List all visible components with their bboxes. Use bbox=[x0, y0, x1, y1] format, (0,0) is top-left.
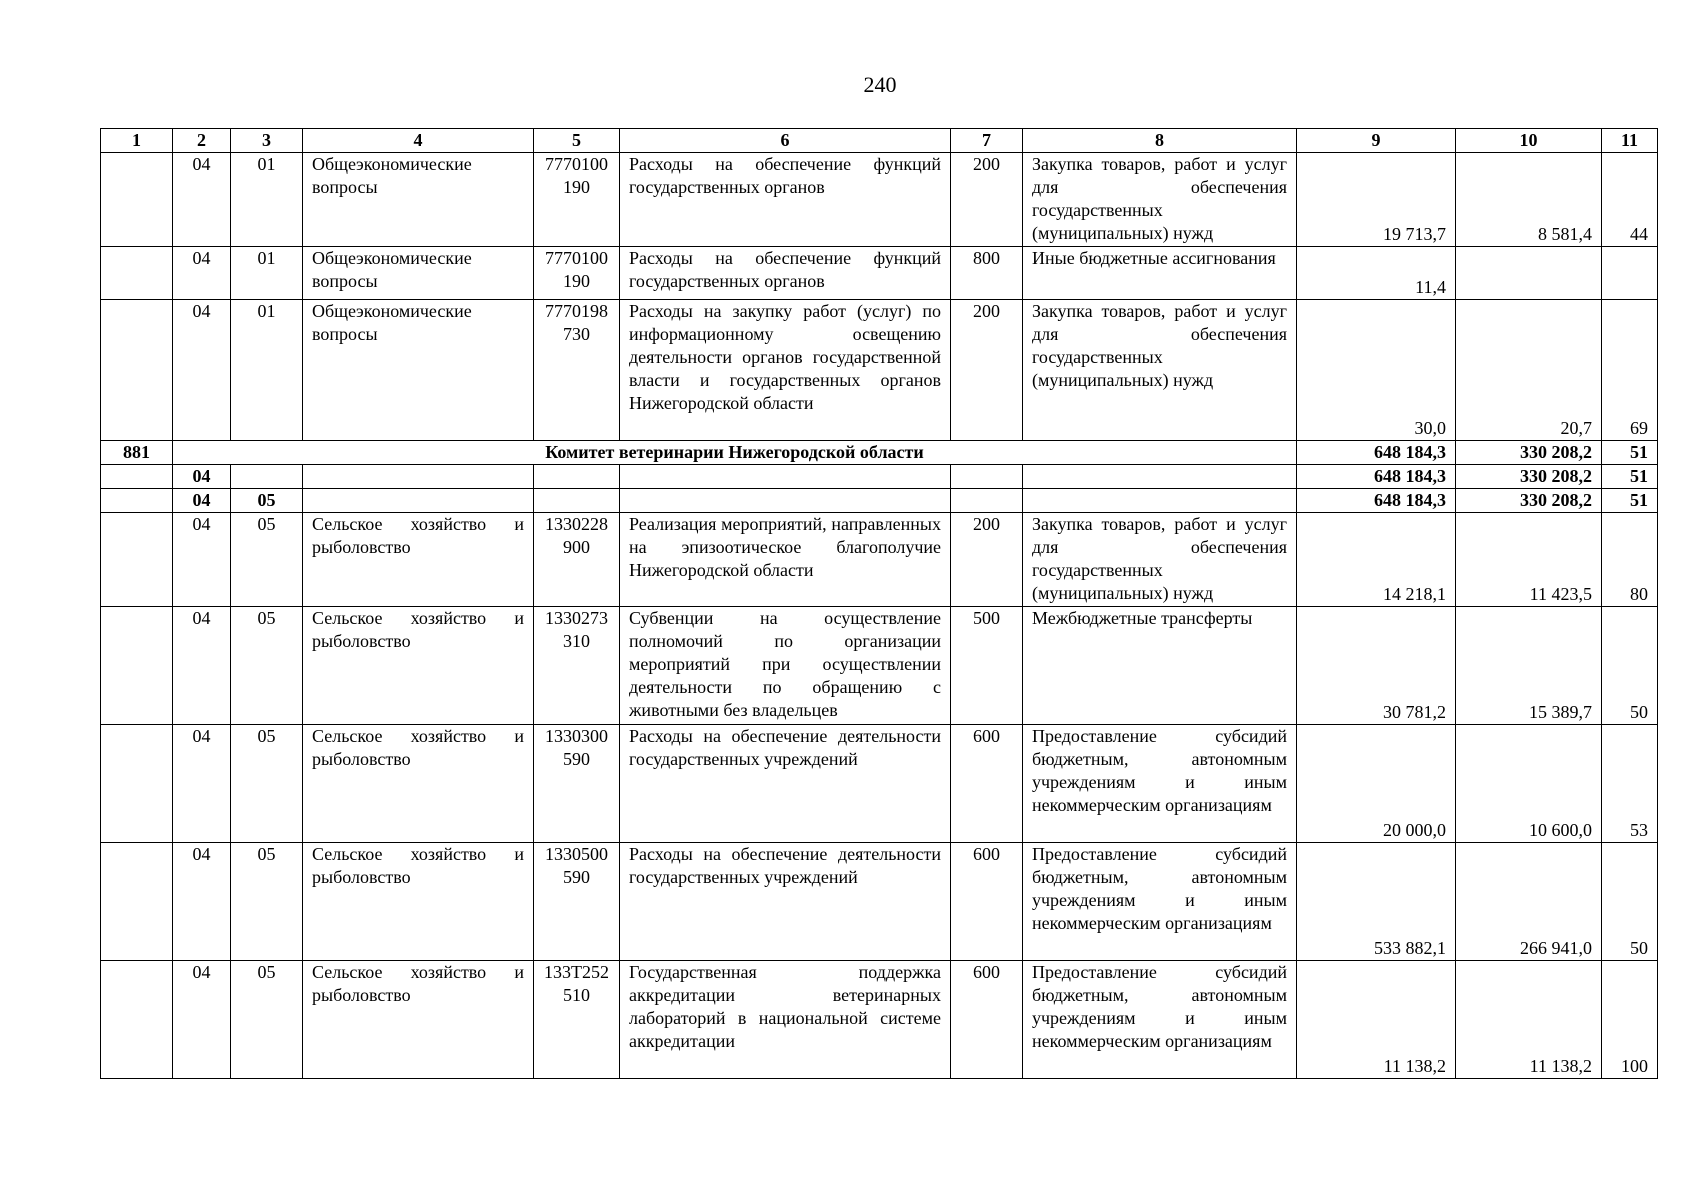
table-row bbox=[101, 153, 1658, 247]
section-cell: 04 bbox=[173, 489, 231, 513]
column-header: 2 bbox=[173, 129, 231, 153]
empty-cell bbox=[534, 489, 620, 513]
target-article-cell: 1330273310 bbox=[534, 607, 620, 725]
committee-percent: 51 bbox=[1602, 441, 1658, 465]
planned-amount-cell: 30 781,2 bbox=[1297, 607, 1456, 725]
column-header: 3 bbox=[231, 129, 303, 153]
expense-type-cell: 600 bbox=[951, 725, 1023, 843]
subsection-name-cell: Сельское хозяйство и рыболовство bbox=[303, 843, 534, 961]
subsection-cell: 05 bbox=[231, 843, 303, 961]
section-cell: 04 bbox=[173, 513, 231, 607]
subsection-cell: 05 bbox=[231, 513, 303, 607]
percent-cell: 51 bbox=[1602, 489, 1658, 513]
article-name-cell: Государственная поддержка аккредитации ветеринарных лабораторий в национальной системе аккредитации bbox=[620, 961, 951, 1079]
subsection-cell: 01 bbox=[231, 153, 303, 247]
admin-code-cell bbox=[101, 725, 173, 843]
article-name-cell: Расходы на обеспечение функций государственных органов bbox=[620, 153, 951, 247]
committee-name: Комитет ветеринарии Нижегородской области bbox=[173, 441, 1297, 465]
subsection-name-cell: Сельское хозяйство и рыболовство bbox=[303, 961, 534, 1079]
table-row bbox=[101, 607, 1658, 725]
subsection-cell: 05 bbox=[231, 961, 303, 1079]
admin-code-cell bbox=[101, 300, 173, 441]
expense-type-cell: 600 bbox=[951, 961, 1023, 1079]
expense-type-cell: 200 bbox=[951, 153, 1023, 247]
percent-cell: 50 bbox=[1602, 843, 1658, 961]
target-article-cell: 133T252510 bbox=[534, 961, 620, 1079]
planned-amount-cell: 648 184,3 bbox=[1297, 489, 1456, 513]
expense-type-name-cell: Закупка товаров, работ и услуг для обеспечения государственных (муниципальных) нужд bbox=[1023, 513, 1297, 607]
subtotal-row bbox=[101, 465, 1658, 489]
committee-row bbox=[101, 441, 1658, 465]
table-row bbox=[101, 247, 1658, 300]
section-cell: 04 bbox=[173, 465, 231, 489]
committee-executed: 330 208,2 bbox=[1456, 441, 1602, 465]
expense-type-name-cell: Предоставление субсидий бюджетным, автономным учреждениям и иным некоммерческим организациям bbox=[1023, 725, 1297, 843]
planned-amount-cell: 30,0 bbox=[1297, 300, 1456, 441]
section-cell: 04 bbox=[173, 300, 231, 441]
subsection-name-cell: Сельское хозяйство и рыболовство bbox=[303, 607, 534, 725]
column-header: 6 bbox=[620, 129, 951, 153]
column-header: 9 bbox=[1297, 129, 1456, 153]
admin-code-cell bbox=[101, 607, 173, 725]
expense-type-name-cell: Закупка товаров, работ и услуг для обеспечения государственных (муниципальных) нужд bbox=[1023, 153, 1297, 247]
target-article-cell: 1330500590 bbox=[534, 843, 620, 961]
percent-cell: 100 bbox=[1602, 961, 1658, 1079]
percent-cell: 80 bbox=[1602, 513, 1658, 607]
executed-amount-cell: 330 208,2 bbox=[1456, 489, 1602, 513]
admin-code-cell bbox=[101, 489, 173, 513]
planned-amount-cell: 19 713,7 bbox=[1297, 153, 1456, 247]
expense-type-cell: 200 bbox=[951, 300, 1023, 441]
subsection-cell: 01 bbox=[231, 247, 303, 300]
spacer-cells bbox=[231, 465, 1297, 489]
subsection-cell: 05 bbox=[231, 725, 303, 843]
admin-code-cell bbox=[101, 843, 173, 961]
executed-amount-cell: 10 600,0 bbox=[1456, 725, 1602, 843]
target-article-cell: 7770100190 bbox=[534, 247, 620, 300]
expense-type-cell: 200 bbox=[951, 513, 1023, 607]
percent-cell: 44 bbox=[1602, 153, 1658, 247]
expense-type-name-cell: Межбюджетные трансферты bbox=[1023, 607, 1297, 725]
expense-type-cell: 600 bbox=[951, 843, 1023, 961]
planned-amount-cell: 20 000,0 bbox=[1297, 725, 1456, 843]
executed-amount-cell: 8 581,4 bbox=[1456, 153, 1602, 247]
expense-type-name-cell: Иные бюджетные ассигнования bbox=[1023, 247, 1297, 300]
subsection-name-cell: Сельское хозяйство и рыболовство bbox=[303, 513, 534, 607]
table-row bbox=[101, 513, 1658, 607]
article-name-cell: Субвенции на осуществление полномочий по организации мероприятий при осуществлении деятельности по обращению с животными без владельцев bbox=[620, 607, 951, 725]
page-number: 240 bbox=[863, 72, 897, 97]
table-row bbox=[101, 961, 1658, 1079]
percent-cell: 69 bbox=[1602, 300, 1658, 441]
section-cell: 04 bbox=[173, 607, 231, 725]
subsection-name-cell: Общеэкономические вопросы bbox=[303, 247, 534, 300]
column-header: 10 bbox=[1456, 129, 1602, 153]
table-row bbox=[101, 843, 1658, 961]
article-name-cell: Расходы на обеспечение деятельности государственных учреждений bbox=[620, 843, 951, 961]
section-cell: 04 bbox=[173, 961, 231, 1079]
subsection-cell: 01 bbox=[231, 300, 303, 441]
target-article-cell: 7770100190 bbox=[534, 153, 620, 247]
admin-code-cell bbox=[101, 153, 173, 247]
column-header: 4 bbox=[303, 129, 534, 153]
percent-cell: 51 bbox=[1602, 465, 1658, 489]
target-article-cell: 7770198730 bbox=[534, 300, 620, 441]
subsection-cell: 05 bbox=[231, 489, 303, 513]
column-header: 11 bbox=[1602, 129, 1658, 153]
empty-cell bbox=[620, 489, 951, 513]
planned-amount-cell: 648 184,3 bbox=[1297, 465, 1456, 489]
column-header: 7 bbox=[951, 129, 1023, 153]
executed-amount-cell: 20,7 bbox=[1456, 300, 1602, 441]
empty-cell bbox=[303, 489, 534, 513]
percent-cell: 53 bbox=[1602, 725, 1658, 843]
article-name-cell: Расходы на обеспечение деятельности государственных учреждений bbox=[620, 725, 951, 843]
empty-cell bbox=[951, 489, 1023, 513]
target-article-cell: 1330228900 bbox=[534, 513, 620, 607]
planned-amount-cell: 533 882,1 bbox=[1297, 843, 1456, 961]
article-name-cell: Расходы на обеспечение функций государственных органов bbox=[620, 247, 951, 300]
executed-amount-cell: 11 423,5 bbox=[1456, 513, 1602, 607]
planned-amount-cell: 11,4 bbox=[1297, 247, 1456, 300]
empty-cell bbox=[1023, 489, 1297, 513]
expense-type-cell: 800 bbox=[951, 247, 1023, 300]
executed-amount-cell: 330 208,2 bbox=[1456, 465, 1602, 489]
admin-code-cell bbox=[101, 465, 173, 489]
percent-cell bbox=[1602, 247, 1658, 300]
expense-type-name-cell: Предоставление субсидий бюджетным, автономным учреждениям и иным некоммерческим организациям bbox=[1023, 961, 1297, 1079]
executed-amount-cell: 15 389,7 bbox=[1456, 607, 1602, 725]
section-cell: 04 bbox=[173, 153, 231, 247]
executed-amount-cell bbox=[1456, 247, 1602, 300]
subsection-name-cell: Сельское хозяйство и рыболовство bbox=[303, 725, 534, 843]
percent-cell: 50 bbox=[1602, 607, 1658, 725]
column-header: 5 bbox=[534, 129, 620, 153]
subsection-name-cell: Общеэкономические вопросы bbox=[303, 300, 534, 441]
table-row bbox=[101, 300, 1658, 441]
admin-code-cell bbox=[101, 961, 173, 1079]
expense-type-name-cell: Предоставление субсидий бюджетным, автономным учреждениям и иным некоммерческим организациям bbox=[1023, 843, 1297, 961]
column-header: 8 bbox=[1023, 129, 1297, 153]
budget-table bbox=[100, 128, 1658, 1079]
article-name-cell: Реализация мероприятий, направленных на эпизоотическое благополучие Нижегородской области bbox=[620, 513, 951, 607]
executed-amount-cell: 266 941,0 bbox=[1456, 843, 1602, 961]
admin-code-cell bbox=[101, 513, 173, 607]
table-row bbox=[101, 725, 1658, 843]
header-row bbox=[101, 129, 1658, 153]
committee-planned: 648 184,3 bbox=[1297, 441, 1456, 465]
committee-code: 881 bbox=[101, 441, 173, 465]
subsection-name-cell: Общеэкономические вопросы bbox=[303, 153, 534, 247]
subsection-cell: 05 bbox=[231, 607, 303, 725]
section-cell: 04 bbox=[173, 247, 231, 300]
section-cell: 04 bbox=[173, 725, 231, 843]
section-cell: 04 bbox=[173, 843, 231, 961]
planned-amount-cell: 14 218,1 bbox=[1297, 513, 1456, 607]
admin-code-cell bbox=[101, 247, 173, 300]
expense-type-name-cell: Закупка товаров, работ и услуг для обеспечения государственных (муниципальных) нужд bbox=[1023, 300, 1297, 441]
planned-amount-cell: 11 138,2 bbox=[1297, 961, 1456, 1079]
target-article-cell: 1330300590 bbox=[534, 725, 620, 843]
executed-amount-cell: 11 138,2 bbox=[1456, 961, 1602, 1079]
article-name-cell: Расходы на закупку работ (услуг) по информационному освещению деятельности органов государственной власти и государственных органов Нижегородской области bbox=[620, 300, 951, 441]
column-header: 1 bbox=[101, 129, 173, 153]
expense-type-cell: 500 bbox=[951, 607, 1023, 725]
subtotal-row bbox=[101, 489, 1658, 513]
